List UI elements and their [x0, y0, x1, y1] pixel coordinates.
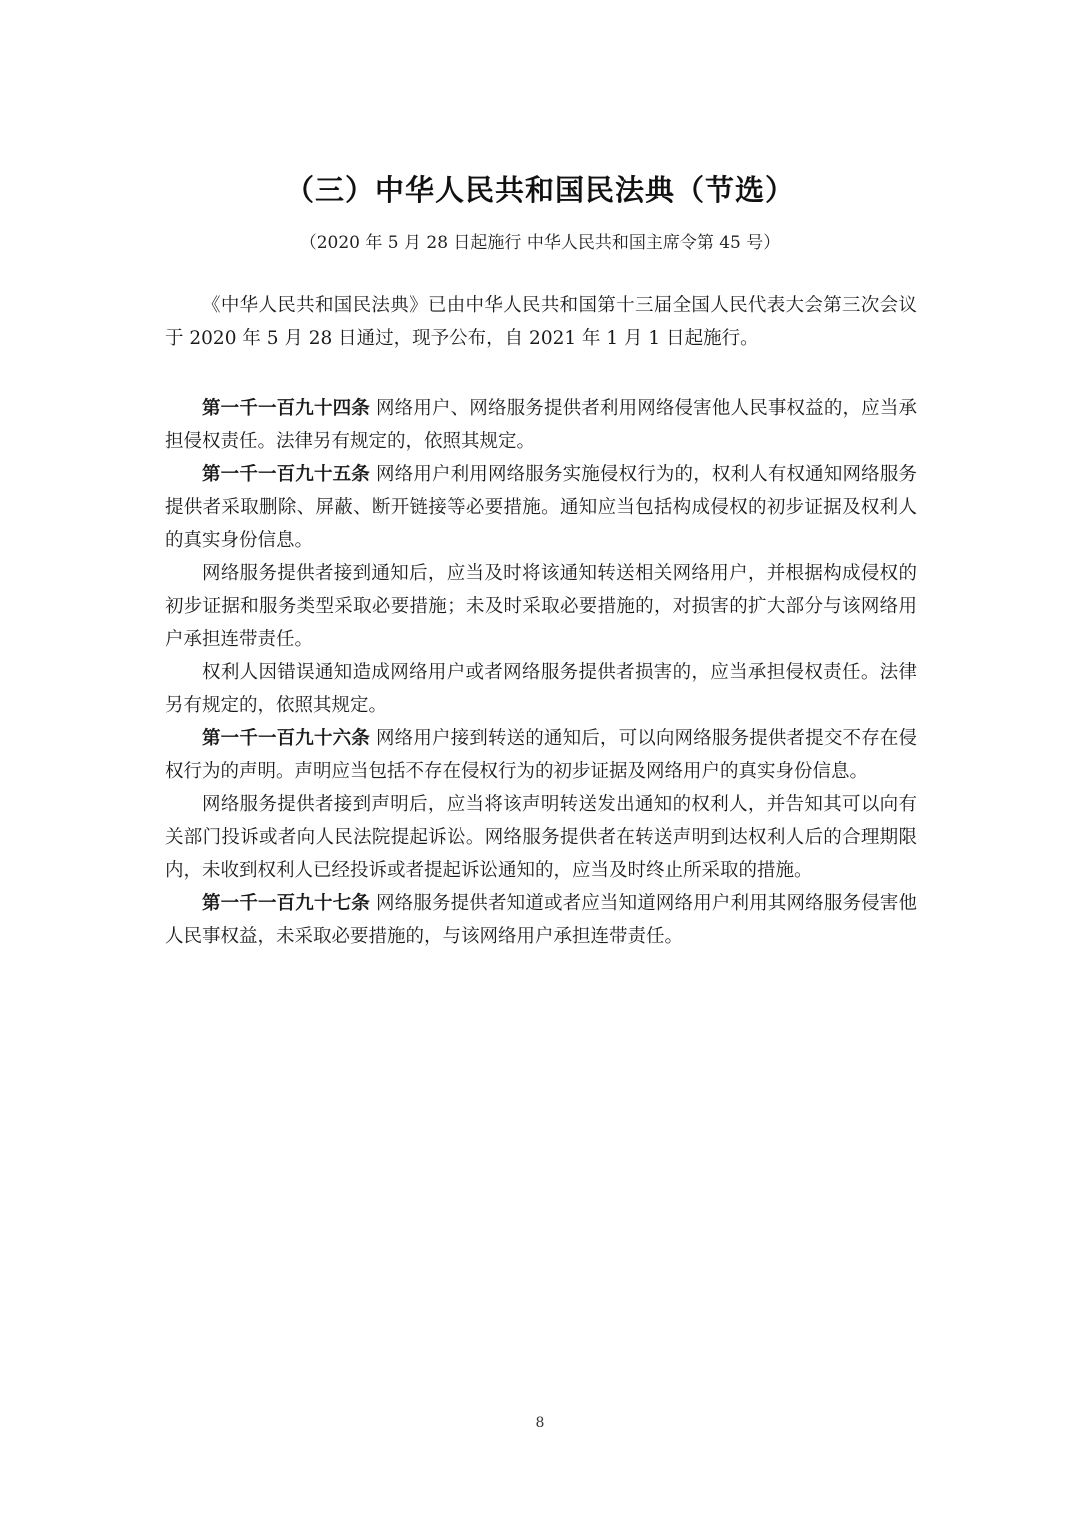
page-number: 8	[535, 1415, 545, 1431]
article-number: 第一千一百九十五条	[202, 464, 370, 485]
article-number: 第一千一百九十六条	[202, 728, 370, 749]
article-text: 网络服务提供者接到通知后，应当及时将该通知转送相关网络用户，并根据构成侵权的初步证据和服务类型采取必要措施；未及时采取必要措施的，对损害的扩大部分与该网络用户承担连带责任。	[165, 563, 917, 650]
document-subtitle: （2020 年 5 月 28 日起施行 中华人民共和国主席令第 45 号）	[299, 233, 781, 253]
article-paragraph	[165, 458, 917, 557]
article-paragraph	[165, 656, 917, 722]
article-text: 网络用户利用网络服务实施侵权行为的，权利人有权通知网络服务提供者采取删除、屏蔽、断开链接等必要措施。通知应当包括构成侵权的初步证据及权利人的真实身份信息。	[165, 464, 917, 551]
article-text: 网络服务提供者接到声明后，应当将该声明转送发出通知的权利人，并告知其可以向有关部门投诉或者向人民法院提起诉讼。网络服务提供者在转送声明到达权利人后的合理期限内，未收到权利人已经投诉或者提起诉讼通知的，应当及时终止所采取的措施。	[165, 794, 917, 881]
document-title: （三）中华人民共和国民法典（节选）	[284, 173, 795, 207]
article-number: 第一千一百九十四条	[202, 398, 370, 419]
intro-paragraph: 《中华人民共和国民法典》已由中华人民共和国第十三届全国人民代表大会第三次会议于 2020 年 5 月 28 日通过，现予公布，自 2021 年 1 月 1 日起施行。	[165, 295, 917, 349]
article-text: 网络服务提供者知道或者应当知道网络用户利用其网络服务侵害他人民事权益，未采取必要措施的，与该网络用户承担连带责任。	[165, 893, 917, 947]
article-paragraph	[165, 722, 917, 788]
article-paragraph	[165, 887, 917, 953]
article-text: 网络用户、网络服务提供者利用网络侵害他人民事权益的，应当承担侵权责任。法律另有规定的，依照其规定。	[165, 398, 917, 452]
article-text: 网络用户接到转送的通知后，可以向网络服务提供者提交不存在侵权行为的声明。声明应当包括不存在侵权行为的初步证据及网络用户的真实身份信息。	[165, 728, 917, 782]
article-paragraph	[165, 392, 917, 458]
article-number: 第一千一百九十七条	[202, 893, 370, 914]
article-paragraph	[165, 557, 917, 656]
article-paragraph	[165, 788, 917, 887]
articles-block	[165, 392, 917, 953]
intro-block	[165, 289, 917, 355]
article-text: 权利人因错误通知造成网络用户或者网络服务提供者损害的，应当承担侵权责任。法律另有规定的，依照其规定。	[165, 662, 917, 716]
